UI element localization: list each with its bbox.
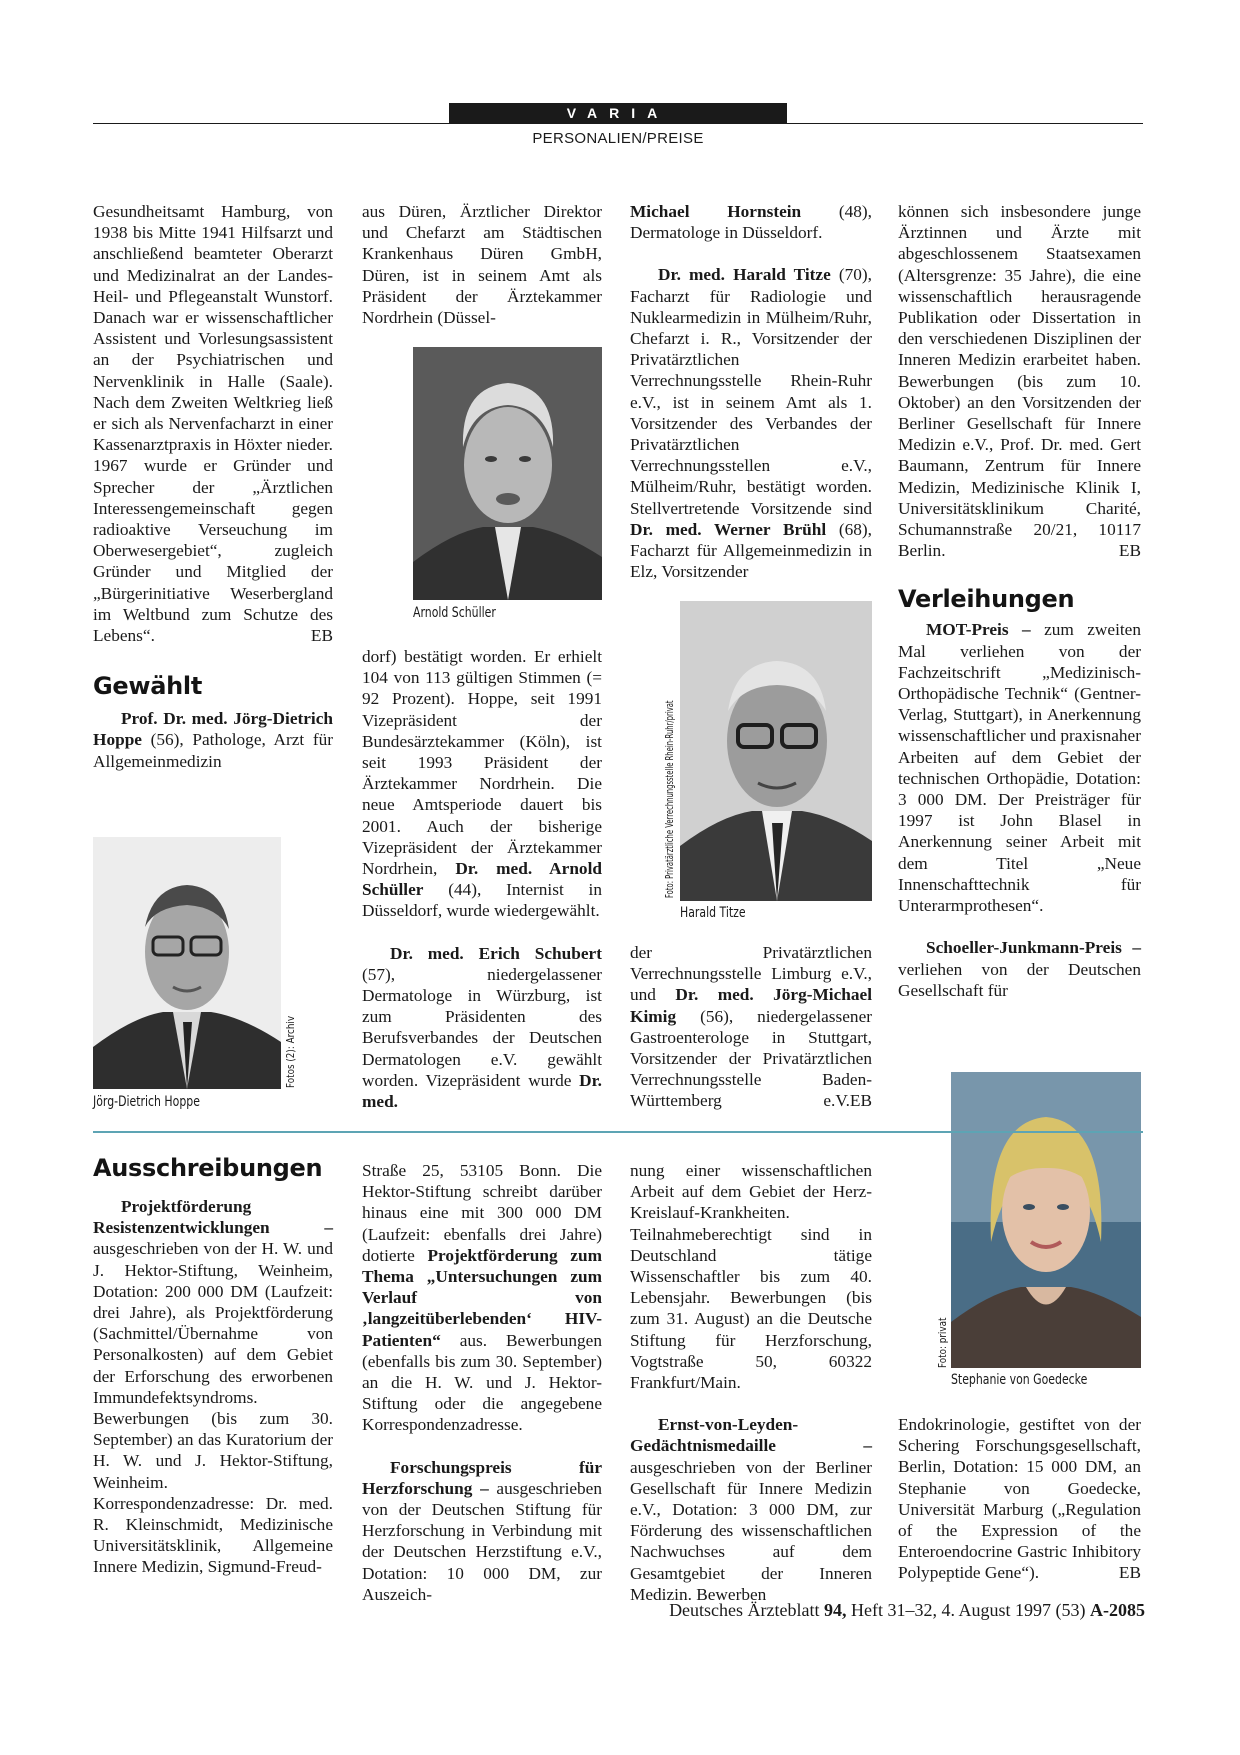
prize-name: Schoeller-Junkmann-Preis – — [926, 938, 1141, 958]
ausschreibungen-column-3 — [630, 1160, 872, 1605]
paragraph — [898, 937, 1141, 1001]
paragraph-text: dorf) bestätigt worden. Er erhielt 104 von 113 gültigen Stimmen (= 92 Prozent). Hoppe, seit 1991 Vizepräsident der Bundesärztekammer (Köln), ist seit 1993 Präsident der Ärztekammer Nordrhein. Die neue Amtsperiode dauert bis 2001. Auch der bisherige Vizepräsident der Ärztekammer Nordrhein, — [362, 647, 602, 879]
call-title: Ernst-von-Leyden-Gedächtnismedaille – — [630, 1415, 872, 1456]
paragraph-text: ausgeschrieben von der H. W. und J. Hektor-Stiftung, Weinheim, Dotation: 200 000 DM (Laufzeit: drei Jahre), als Projektförderung (Sachmittel/Übernahme von Personalkosten) auf dem Gebiet der Erforschung des erworbenen Immundefektsyndroms. Bewerbungen (bis zum 30. September) an das Kuratorium der H. W. und J. Hektor-Stiftung, Weinheim. Korrespondenzadresse: Dr. med. R. Kleinschmidt, Medizinische Universitätsklinik, Allgemeine Innere Medizin, Sigmund-Freud- — [93, 1239, 333, 1577]
prize-name: MOT-Preis – — [926, 620, 1031, 640]
paragraph — [93, 201, 333, 646]
call-title: Forschungspreis für Herzforschung – — [362, 1457, 602, 1498]
author-signature: EB — [849, 1091, 872, 1111]
paragraph-text: aus. Bewerbungen (ebenfalls bis zum 30. September) an die H. W. und J. Hektor-Stiftung oder die angegebene Korrespondenzadresse. — [362, 1330, 602, 1435]
subsection-title: PERSONALIEN/PREISE — [532, 130, 704, 147]
journal-volume: 94, — [824, 1600, 847, 1620]
paragraph — [630, 1414, 872, 1605]
photo-caption: Harald Titze — [680, 905, 746, 921]
person-name: Dr. med. Erich Schubert — [390, 943, 602, 963]
call-title: Projektförderung zum Thema „Untersuchungen zum Verlauf von ‚langzeitüberlebenden‘ HIV-Patienten“ — [362, 1245, 602, 1350]
paragraph-text: Gesundheitsamt Hamburg, von 1938 bis Mitte 1941 Hilfsarzt und anschließend beamteter Oberarzt und Medizinalrat an der Landes-Heil- und Pflegeanstalt Wunstorf. Danach war er wissenschaftlicher Assistent und Vorlesungsassistent an der Psychiatrischen und Nervenklinik in Halle (Saale). Nach dem Zweiten Weltkrieg ließ er sich als Nervenfacharzt in einer Kassenarztpraxis in Höxter nieder. 1967 wurde er Gründer und Sprecher der „Ärztlichen Interessengemeinschaft gegen radioaktive Verseuchung im Oberwesergebiet“, zugleich Gründer und Mitglied der „Bürgerinitiative Weserbergland im Weltbund zum Schutze des Lebens“. — [93, 202, 333, 646]
page-footer — [669, 1600, 1145, 1621]
column-1 — [93, 201, 333, 772]
paragraph — [630, 201, 872, 243]
paragraph — [362, 943, 602, 1113]
call-title: Projektförderung Resistenzentwicklungen – — [93, 1197, 333, 1238]
paragraph — [362, 1160, 602, 1436]
ausschreibungen-column-1 — [93, 1154, 333, 1578]
column-4-continued — [898, 1414, 1141, 1584]
person-name: Dr. med. — [362, 1070, 602, 1112]
paragraph — [93, 708, 333, 772]
paragraph-text: können sich insbesondere junge Ärztinnen und Ärzte mit abgeschlossenem Staatsexamen (Altersgrenze: 35 Jahre), die eine wissenschaftlich herausragende Publikation oder Dissertation in den verschiedenen Disziplinen der Inneren Medizin erarbeitet haben. Bewerbungen (bis zum 10. Oktober) an den Vorsitzenden der Berliner Gesellschaft für Innere Medizin e.V., Prof. Dr. med. Gert Baumann, Zentrum für Innere Medizin, Medizinische Klinik I, Universitätsklinikum Charité, Schumannstraße 20/21, 10117 Berlin. — [898, 202, 1141, 561]
person-name: Michael Hornstein — [630, 202, 802, 221]
author-signature: EB — [1118, 1563, 1141, 1583]
photo-credit: Fotos (2): Archiv — [284, 1015, 297, 1088]
column-3-continued — [630, 942, 872, 1112]
author-signature: EB — [310, 626, 333, 646]
portrait-photo-hoppe — [93, 837, 281, 1089]
paragraph: nung einer wissenschaftlichen Arbeit auf dem Gebiet der Herz-Kreislauf-Krankheiten. Teilnahmeberechtigt sind in Deutschland tätige Wissenschaftler bis zum 40. Lebensjahr. Bewerbungen (bis zum 31. August) an die Deutsche Stiftung für Herzforschung, Vogtstraße 50, 60322 Frankfurt/Main. — [630, 1161, 872, 1393]
person-name: Prof. Dr. med. Jörg-Dietrich Hoppe — [93, 709, 333, 750]
column-2 — [362, 201, 602, 328]
journal-name: Deutsches Ärzteblatt — [669, 1600, 825, 1620]
paragraph-text: Straße 25, 53105 Bonn. Die Hektor-Stiftung schreibt darüber hinaus eine mit 300 000 DM (Laufzeit: ebenfalls drei Jahre) dotierte — [362, 1161, 602, 1265]
heading-verleihungen: Verleihungen — [898, 585, 1075, 614]
paragraph — [362, 1457, 602, 1605]
paragraph-text: (68), Facharzt für Allgemeinmedizin in Elz, Vorsitzender — [630, 519, 872, 582]
paragraph-text: (70), Facharzt für Radiologie und Nuklearmedizin in Mülheim/Ruhr, Chefarzt i. R., Vorsitzender der Privatärztlichen Verrechnungsstelle Rhein-Ruhr e.V., ist in seinem Amt als 1. Vorsitzender des Verbandes der Privatärztlichen Verrechnungsstellen e.V., Mülheim/Ruhr, bestätigt worden. Stellvertretende Vorsitzende sind — [630, 265, 872, 518]
portrait-photo-titze — [680, 601, 872, 901]
column-2-continued — [362, 646, 602, 1112]
column-3 — [630, 201, 872, 582]
paragraph-text: (56), Pathologe, Arzt für Allgemeinmedizin — [93, 730, 333, 771]
paragraph — [630, 264, 872, 582]
author-signature: EB — [1118, 541, 1141, 561]
person-name: Dr. med. Werner Brühl — [630, 519, 827, 539]
portrait-photo-schueller — [413, 347, 602, 600]
photo-caption: Arnold Schüller — [413, 605, 496, 621]
photo-caption: Jörg-Dietrich Hoppe — [93, 1094, 200, 1110]
paragraph-text: (57), niedergelassener Dermatologe in Würzburg, ist zum Präsidenten des Berufsverbandes der Deutschen Dermatologen e.V. gewählt worden. Vizepräsident wurde — [362, 964, 602, 1090]
paragraph-text: Endokrinologie, gestiftet von der Schering Forschungsgesellschaft, Berlin, Dotation: 15 000 DM, an Stephanie von Goedecke, Universität Marburg („Regulation of the Expression of the Enteroendocrine Gastric Inhibitory Polypeptide Gene“). — [898, 1415, 1141, 1583]
portrait-photo-goedecke — [951, 1072, 1141, 1368]
ausschreibungen-column-2 — [362, 1160, 602, 1605]
paragraph-text: ausgeschrieben von der Berliner Gesellschaft für Innere Medizin e.V., Dotation: 3 000 DM, zur Förderung des wissenschaftlichen Nachwuchses auf dem Gesamtgebiet der Inneren Medizin. Bewerben — [630, 1457, 872, 1604]
paragraph-text: ausgeschrieben von der Deutschen Stiftung für Herzforschung in Verbindung mit der Deutschen Herzstiftung e.V., Dotation: 10 000 DM, zur Auszeich- — [362, 1478, 602, 1604]
person-name: Dr. med. Arnold Schüller — [362, 859, 602, 900]
paragraph-text: (56), niedergelassener Gastroenterologe in Stuttgart, Vorsitzender der Privatärztlichen Verrechnungsstelle Baden-Württemberg e.V. — [630, 1006, 872, 1111]
person-name: Dr. med. Harald Titze — [658, 265, 831, 285]
heading-gewaehlt: Gewählt — [93, 672, 203, 701]
paragraph-text: der Privatärztlichen Verrechnungsstelle Limburg e.V., und — [630, 943, 872, 1005]
paragraph — [898, 201, 1141, 561]
section-header-varia: VARIA — [449, 103, 787, 123]
paragraph-text: (48), Dermatologe in Düsseldorf. — [630, 202, 872, 243]
photo-credit: Foto: Privatärztliche Verrechnungsstelle Rhein-Ruhr/privat — [663, 700, 676, 898]
paragraph — [630, 942, 872, 1112]
paragraph-text: (44), Internist in Düsseldorf, wurde wiedergewählt. — [362, 880, 602, 921]
paragraph-text: zum zweiten Mal verliehen von der Fachzeitschrift „Medizinisch-Orthopädische Technik“ (Gentner-Verlag, Stuttgart), in Anerkennung wissenschaftlicher und praxisnaher Arbeiten auf dem Gebiet der technischen Orthopädie, Dotation: 3 000 DM. Der Preisträger für 1997 ist John Blasel in Anerkennung seiner Arbeit mit dem Titel „Neue Innenschafttechnik für Unterarmprothesen“. — [898, 620, 1141, 916]
column-4 — [898, 201, 1141, 1001]
paragraph — [93, 1196, 333, 1578]
paragraph-text: verliehen von der Deutschen Gesellschaft für — [898, 959, 1141, 1000]
section-divider — [93, 1131, 1143, 1133]
paragraph — [362, 646, 602, 922]
header-rule — [93, 123, 1143, 124]
paragraph: aus Düren, Ärztlicher Direktor und Chefarzt am Städtischen Krankenhaus Düren GmbH, Düren, ist in seinem Amt als Präsident der Ärztekammer Nordrhein (Düssel- — [362, 202, 602, 328]
heading-ausschreibungen: Ausschreibungen — [93, 1154, 323, 1182]
page-number: A-2085 — [1090, 1600, 1145, 1620]
journal-issue: Heft 31–32, 4. August 1997 (53) — [846, 1600, 1090, 1620]
paragraph — [898, 1414, 1141, 1584]
person-name: Dr. med. Jörg-Michael Kimig — [630, 985, 872, 1026]
paragraph — [898, 619, 1141, 916]
photo-caption: Stephanie von Goedecke — [951, 1372, 1088, 1388]
photo-credit: Foto: privat — [936, 1317, 949, 1368]
